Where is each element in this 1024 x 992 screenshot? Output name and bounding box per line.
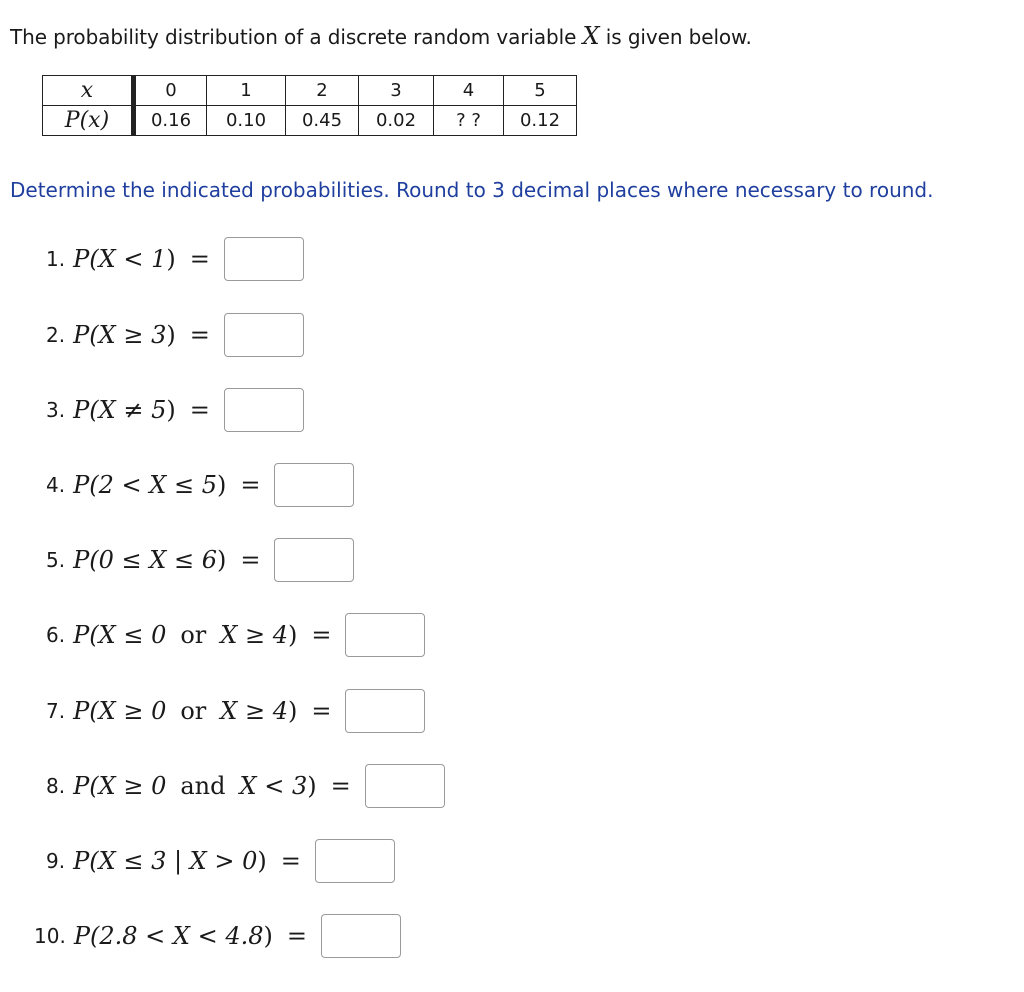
- x-value-cell: 2: [286, 76, 359, 106]
- connective-word: or: [180, 621, 207, 649]
- question-9: [46, 839, 395, 883]
- prob-symbol: P(: [73, 546, 99, 574]
- answer-input-1[interactable]: [224, 237, 304, 281]
- equals-sign: =: [189, 321, 210, 349]
- condition-a: 0 ≤ X ≤ 6: [98, 546, 217, 574]
- condition-a: X ≤ 3 | X > 0: [98, 847, 258, 875]
- condition-a: 2.8 < X < 4.8: [99, 922, 264, 950]
- question-3: [46, 388, 304, 432]
- p-value-cell: 0.12: [504, 106, 577, 136]
- answer-input-8[interactable]: [365, 764, 445, 808]
- condition-a: X ≥ 3: [98, 321, 167, 349]
- question-number: 9.: [46, 849, 66, 873]
- prob-symbol: P(: [73, 471, 99, 499]
- answer-input-3[interactable]: [224, 388, 304, 432]
- question-10: [34, 914, 401, 958]
- answer-input-4[interactable]: [274, 463, 354, 507]
- x-value-cell: 3: [359, 76, 434, 106]
- prob-symbol: P(: [73, 321, 99, 349]
- distribution-table: [42, 75, 577, 136]
- x-value-cell: 0: [134, 76, 207, 106]
- close-paren: ): [216, 546, 227, 574]
- condition-a: X ≥ 0: [98, 772, 167, 800]
- close-paren: ): [288, 697, 298, 725]
- p-value-cell: 0.10: [207, 106, 286, 136]
- p-value-cell: 0.45: [286, 106, 359, 136]
- prob-symbol: P(: [73, 847, 99, 875]
- question-expression: [73, 245, 176, 273]
- equals-sign: =: [240, 471, 261, 499]
- equals-sign: =: [311, 697, 332, 725]
- question-expression: [73, 471, 226, 499]
- intro-before: The probability distribution of a discrete random variable: [10, 25, 583, 49]
- question-expression: [73, 847, 267, 875]
- question-number: 2.: [46, 323, 66, 347]
- equals-sign: =: [286, 922, 307, 950]
- equals-sign: =: [189, 245, 210, 273]
- close-paren: ): [263, 922, 273, 950]
- question-number: 1.: [46, 247, 66, 271]
- p-row: [43, 106, 577, 136]
- prob-symbol: P(: [73, 697, 99, 725]
- condition-a: X ≠ 5: [98, 396, 167, 424]
- x-value-cell: 4: [434, 76, 504, 106]
- question-number: 8.: [46, 774, 66, 798]
- answer-input-10[interactable]: [321, 914, 401, 958]
- question-1: [46, 237, 304, 281]
- close-paren: ): [166, 396, 176, 424]
- close-paren: ): [257, 847, 267, 875]
- answer-input-7[interactable]: [345, 689, 425, 733]
- equals-sign: =: [330, 772, 351, 800]
- question-number: 10.: [34, 924, 66, 948]
- prob-symbol: P(: [73, 621, 99, 649]
- answer-input-5[interactable]: [274, 538, 354, 582]
- instructions: Determine the indicated probabilities. Round to 3 decimal places where necessary to round.: [10, 178, 934, 202]
- prob-symbol: P(: [73, 772, 99, 800]
- close-paren: ): [307, 772, 317, 800]
- p-value-cell: ? ?: [434, 106, 504, 136]
- connective-word: and: [180, 772, 226, 800]
- x-value-cell: 5: [504, 76, 577, 106]
- connective-word: or: [180, 697, 207, 725]
- question-expression: [73, 697, 297, 725]
- equals-sign: =: [189, 396, 210, 424]
- x-row: [43, 76, 577, 106]
- question-number: 5.: [46, 548, 66, 572]
- prob-symbol: P(: [73, 396, 99, 424]
- question-expression: [73, 396, 176, 424]
- answer-input-2[interactable]: [224, 313, 304, 357]
- condition-b: X ≥ 4: [220, 697, 288, 725]
- question-2: [46, 313, 304, 357]
- prob-symbol: P(: [73, 245, 99, 273]
- close-paren: ): [288, 621, 298, 649]
- question-number: 4.: [46, 473, 66, 497]
- question-expression: [73, 546, 226, 574]
- question-expression: [73, 621, 297, 649]
- question-7: [46, 689, 425, 733]
- equals-sign: =: [311, 621, 332, 649]
- condition-a: X ≥ 0: [98, 697, 167, 725]
- close-paren: ): [166, 321, 176, 349]
- p-header: P(x): [43, 106, 134, 136]
- question-number: 6.: [46, 623, 66, 647]
- p-value-cell: 0.02: [359, 106, 434, 136]
- close-paren: ): [166, 245, 176, 273]
- question-expression: [73, 772, 317, 800]
- condition-b: X ≥ 4: [220, 621, 288, 649]
- question-4: [46, 463, 354, 507]
- question-8: [46, 764, 445, 808]
- equals-sign: =: [240, 546, 261, 574]
- intro-text: [10, 22, 752, 50]
- x-value-cell: 1: [207, 76, 286, 106]
- question-number: 3.: [46, 398, 66, 422]
- intro-variable: X: [582, 22, 600, 50]
- condition-a: X < 1: [98, 245, 167, 273]
- answer-input-9[interactable]: [315, 839, 395, 883]
- question-6: [46, 613, 425, 657]
- condition-a: 2 < X ≤ 5: [98, 471, 217, 499]
- condition-b: X < 3: [239, 772, 308, 800]
- question-expression: [74, 922, 273, 950]
- question-expression: [73, 321, 176, 349]
- x-header: x: [43, 76, 134, 106]
- p-value-cell: 0.16: [134, 106, 207, 136]
- question-number: 7.: [46, 699, 66, 723]
- prob-symbol: P(: [73, 922, 100, 950]
- close-paren: ): [216, 471, 227, 499]
- equals-sign: =: [280, 847, 301, 875]
- intro-after: is given below.: [599, 25, 752, 49]
- question-5: [46, 538, 354, 582]
- answer-input-6[interactable]: [345, 613, 425, 657]
- condition-a: X ≤ 0: [98, 621, 167, 649]
